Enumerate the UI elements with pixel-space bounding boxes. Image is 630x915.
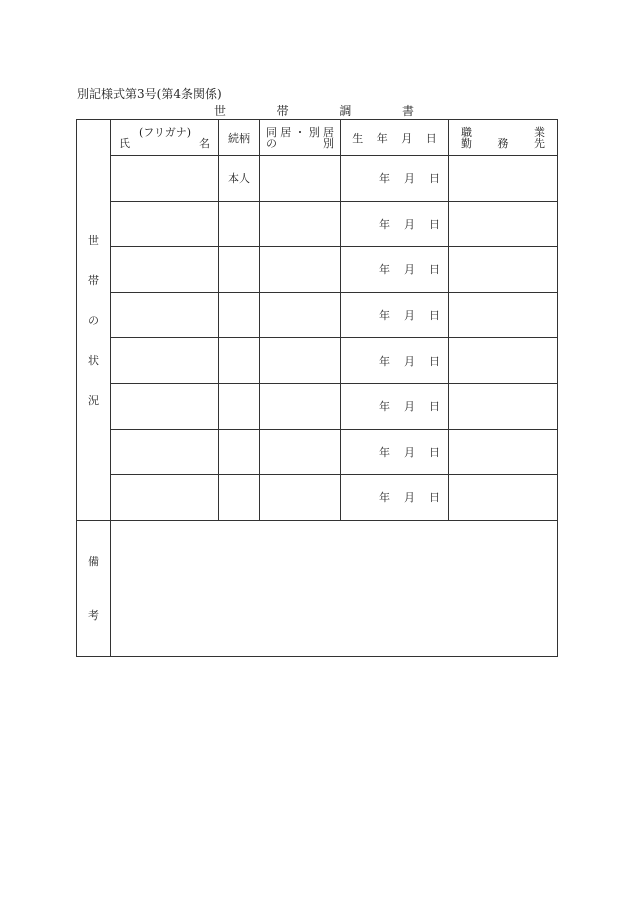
relation-cell[interactable] — [219, 292, 260, 338]
header-birth-char: 年 — [376, 131, 388, 145]
name-cell[interactable] — [111, 201, 219, 247]
page-title — [214, 102, 414, 119]
header-name — [111, 120, 219, 156]
relation-cell[interactable] — [219, 429, 260, 475]
cohabitation-cell[interactable] — [260, 292, 341, 338]
form-id: 別記様式第3号(第4条関係) — [77, 87, 222, 101]
date-month-unit: 月 — [404, 172, 415, 186]
header-occupation — [449, 120, 558, 156]
relation-cell[interactable]: 本人 — [219, 156, 260, 202]
birthdate-cell[interactable] — [341, 201, 449, 247]
section-label-char: 状 — [88, 353, 99, 367]
header-job-char: 務 — [497, 137, 509, 150]
birthdate-cell[interactable] — [341, 292, 449, 338]
date-day-unit: 日 — [429, 172, 440, 186]
header-name-left: 氏 — [119, 137, 130, 150]
section-label-cell — [77, 120, 111, 521]
title-char: 書 — [401, 104, 414, 118]
member-row — [77, 156, 558, 202]
household-table — [76, 119, 558, 657]
date-year-unit: 年 — [379, 217, 390, 231]
cohabitation-cell[interactable] — [260, 383, 341, 429]
header-birth-char: 日 — [425, 131, 437, 145]
name-cell[interactable] — [111, 292, 219, 338]
member-row — [77, 383, 558, 429]
date-year-unit: 年 — [379, 400, 390, 414]
cohabitation-cell[interactable] — [260, 156, 341, 202]
header-cohab-char: 居 — [323, 126, 334, 139]
remarks-label-char: 考 — [88, 609, 99, 623]
member-row — [77, 201, 558, 247]
header-cohabitation — [260, 120, 341, 156]
relation-cell[interactable] — [219, 201, 260, 247]
date-month-unit: 月 — [404, 354, 415, 368]
birthdate-cell[interactable] — [341, 429, 449, 475]
occupation-cell[interactable] — [449, 292, 558, 338]
cohabitation-cell[interactable] — [260, 475, 341, 521]
birthdate-cell[interactable] — [341, 247, 449, 293]
date-day-unit: 日 — [429, 217, 440, 231]
date-month-unit: 月 — [404, 263, 415, 277]
name-cell[interactable] — [111, 429, 219, 475]
date-month-unit: 月 — [404, 309, 415, 323]
occupation-cell[interactable] — [449, 383, 558, 429]
remarks-row — [77, 520, 558, 656]
name-cell[interactable] — [111, 156, 219, 202]
relation-cell[interactable] — [219, 338, 260, 384]
header-job-top-left: 職 — [461, 126, 472, 139]
section-label-char: 帯 — [88, 273, 99, 287]
date-year-unit: 年 — [379, 309, 390, 323]
header-cohab-bottom-right: 別 — [323, 137, 334, 150]
date-year-unit: 年 — [379, 172, 390, 186]
cohabitation-cell[interactable] — [260, 247, 341, 293]
remarks-field[interactable] — [111, 520, 558, 656]
date-day-unit: 日 — [429, 400, 440, 414]
relation-cell[interactable] — [219, 247, 260, 293]
section-label-char: 世 — [88, 233, 99, 247]
birthdate-cell[interactable] — [341, 475, 449, 521]
name-cell[interactable] — [111, 247, 219, 293]
member-row — [77, 338, 558, 384]
header-job-char: 勤 — [461, 137, 472, 150]
birthdate-cell[interactable] — [341, 383, 449, 429]
header-name-kana: (フリガナ) — [139, 126, 192, 139]
occupation-cell[interactable] — [449, 156, 558, 202]
header-birth-char: 月 — [401, 131, 413, 145]
section-label-char: 況 — [88, 393, 99, 407]
header-cohab-char: 別 — [308, 126, 320, 139]
date-day-unit: 日 — [429, 354, 440, 368]
occupation-cell[interactable] — [449, 338, 558, 384]
date-month-unit: 月 — [404, 445, 415, 459]
date-month-unit: 月 — [404, 491, 415, 505]
member-row — [77, 292, 558, 338]
occupation-cell[interactable] — [449, 429, 558, 475]
date-day-unit: 日 — [429, 491, 440, 505]
header-job-char: 先 — [534, 137, 545, 150]
name-cell[interactable] — [111, 338, 219, 384]
section-label-char: の — [88, 313, 99, 327]
header-name-right: 名 — [199, 137, 210, 150]
title-char: 世 — [214, 104, 227, 118]
remarks-label — [77, 553, 110, 623]
header-row — [77, 120, 558, 156]
cohabitation-cell[interactable] — [260, 201, 341, 247]
header-cohab-bottom-left: の — [266, 137, 277, 150]
date-month-unit: 月 — [404, 400, 415, 414]
header-birth-char: 生 — [352, 131, 364, 145]
occupation-cell[interactable] — [449, 475, 558, 521]
birthdate-cell[interactable] — [341, 156, 449, 202]
header-birthdate — [341, 120, 449, 156]
name-cell[interactable] — [111, 475, 219, 521]
header-relation: 続柄 — [219, 120, 260, 156]
date-month-unit: 月 — [404, 217, 415, 231]
title-char: 帯 — [276, 104, 289, 118]
header-job-top-right: 業 — [534, 126, 545, 139]
cohabitation-cell[interactable] — [260, 429, 341, 475]
date-year-unit: 年 — [379, 263, 390, 277]
section-label — [77, 232, 110, 408]
name-cell[interactable] — [111, 383, 219, 429]
member-row — [77, 247, 558, 293]
relation-cell[interactable] — [219, 475, 260, 521]
date-day-unit: 日 — [429, 309, 440, 323]
member-row — [77, 475, 558, 521]
header-cohab-char: 居 — [280, 126, 292, 139]
header-cohab-char: ・ — [294, 126, 306, 139]
date-year-unit: 年 — [379, 445, 390, 459]
date-year-unit: 年 — [379, 491, 390, 505]
date-day-unit: 日 — [429, 445, 440, 459]
relation-cell[interactable] — [219, 383, 260, 429]
birthdate-cell[interactable] — [341, 338, 449, 384]
remarks-label-char: 備 — [88, 555, 99, 569]
member-row — [77, 429, 558, 475]
remarks-label-cell — [77, 520, 111, 656]
header-cohab-char: 同 — [266, 126, 277, 139]
cohabitation-cell[interactable] — [260, 338, 341, 384]
occupation-cell[interactable] — [449, 247, 558, 293]
occupation-cell[interactable] — [449, 201, 558, 247]
date-year-unit: 年 — [379, 354, 390, 368]
date-day-unit: 日 — [429, 263, 440, 277]
title-char: 調 — [339, 104, 352, 118]
